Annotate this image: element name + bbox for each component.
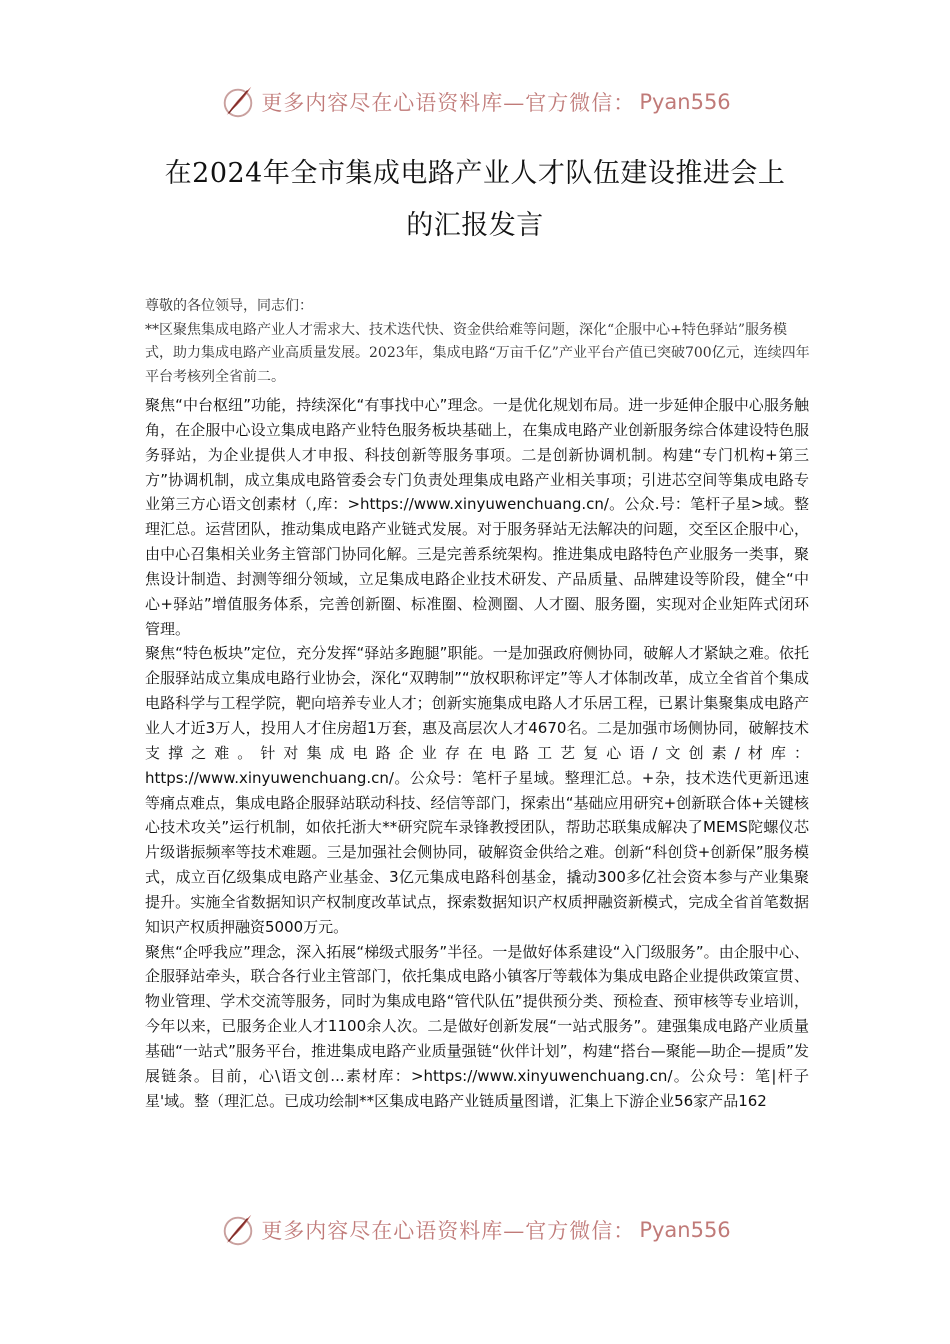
body-paragraph-3: 聚焦“企呼我应”理念，深入拓展“梯级式服务”半径。一是做好体系建设“入门级服务”。由企服中心、企服驿站牵头，联合各行业主管部门，依托集成电路小镇客厅等载体为集成电路企业提供政策宣贯、物业管理、学术交流等服务，同时为集成电路“管代队伍”提供预分类、预检查、预审核等专业培训，今年以来，已服务企业人才1100余人次。二是做好创新发展“一站式服务”。建强集成电路产业质量基础“一站式”服务平台，推进集成电路产业质量强链“伙伴计划”，构建“搭台—聚能—助企—提质”发展链条。目前，心\语文创...素材库：>https://www.xinyuwenchuang.cn/。公众号：笔|杆子星'域。整（理汇总。已成功绘制**区集成电路产业链质量图谱，汇集上下游企业56家产品162	[145, 942, 809, 1110]
page-title	[120, 148, 830, 252]
footer-banner	[0, 1210, 950, 1250]
body-paragraph-2: 聚焦“特色板块”定位，充分发挥“驿站多跑腿”职能。一是加强政府侧协同，破解人才紧缺之难。依托企服驿站成立集成电路行业协会，深化“双聘制”“放权职称评定”等人才体制改革，成立全省首个集成电路科学与工程学院，靶向培养专业人才；创新实施集成电路人才乐居工程，已累计集聚集成电路产业人才近3万人，投用人才住房超1万套，惠及高层次人才4670名。二是加强市场侧协同，破解技术支撑之难。针对集成电路企业存在电路工艺复心语/文创素/材库：https://www.xinyuwenchuang.cn/。公众号：笔杆子星域。整理汇总。+杂，技术迭代更新迅速等痛点难点，集成电路企服驿站联动科技、经信等部门，探索出“基础应用研究+创新联合体+关键核心技术攻关”运行机制，如依托浙大**研究院车录锋教授团队，帮助芯联集成解决了MEMS陀螺仪芯片级谐振频率等技术难题。三是加强社会侧协同，破解资金供给之难。创新“科创贷+创新保”服务模式，成立百亿级集成电路产业基金、3亿元集成电路科创基金，撬动300多亿社会资本参与产业集聚提升。实施全省数据知识产权制度改革试点，探索数据知识产权质押融资新模式，完成全省首笔数据知识产权质押融资5000万元。	[145, 644, 809, 936]
body-section	[145, 393, 809, 1113]
quill-logo-icon	[219, 83, 257, 121]
banner-wechat-id: Pyan556	[639, 90, 731, 114]
header-banner	[0, 82, 950, 122]
intro-paragraph: **区聚焦集成电路产业人才需求大、技术迭代快、资金供给难等问题，深化“企服中心+特色驿站”服务模式，助力集成电路产业高质量发展。2023年，集成电路“万亩千亿”产业平台产值已突破700亿元，连续四年平台考核列全省前二。	[145, 321, 810, 385]
title-line-2: 的汇报发言	[406, 210, 544, 241]
banner-text: 更多内容尽在心语资料库—官方微信：	[261, 1219, 636, 1243]
quill-logo-icon	[219, 1211, 257, 1249]
intro-section	[145, 295, 810, 389]
body-paragraph-1: 聚焦“中台枢纽”功能，持续深化“有事找中心”理念。一是优化规划布局。进一步延伸企服中心服务触角，在企服中心设立集成电路产业特色服务板块基础上，在集成电路产业创新服务综合体建设特色服务驿站，为企业提供人才申报、科技创新等服务事项。二是创新协调机制。构建“专门机构+第三方”协调机制，成立集成电路管委会专门负责处理集成电路产业相关事项；引进芯空间等集成电路专业第三方心语文创素材（,库：>https://www.xinyuwenchuang.cn/。公众.号：笔杆子星>域。整理汇总。运营团队，推动集成电路产业链式发展。对于服务驿站无法解决的问题，交至区企服中心，由中心召集相关业务主管部门协同化解。三是完善系统架构。推进集成电路特色产业服务一类事，聚焦设计制造、封测等细分领域，立足集成电路企业技术研发、产品质量、品牌建设等阶段，健全“中心+驿站”增值服务体系，完善创新圈、标准圈、检测圈、人才圈、服务圈，实现对企业矩阵式闭环管理。	[145, 396, 809, 638]
banner-text: 更多内容尽在心语资料库—官方微信：	[261, 91, 636, 115]
salutation: 尊敬的各位领导，同志们：	[145, 298, 313, 314]
title-line-1: 在2024年全市集成电路产业人才队伍建设推进会上	[164, 158, 786, 189]
banner-wechat-id: Pyan556	[639, 1218, 731, 1242]
